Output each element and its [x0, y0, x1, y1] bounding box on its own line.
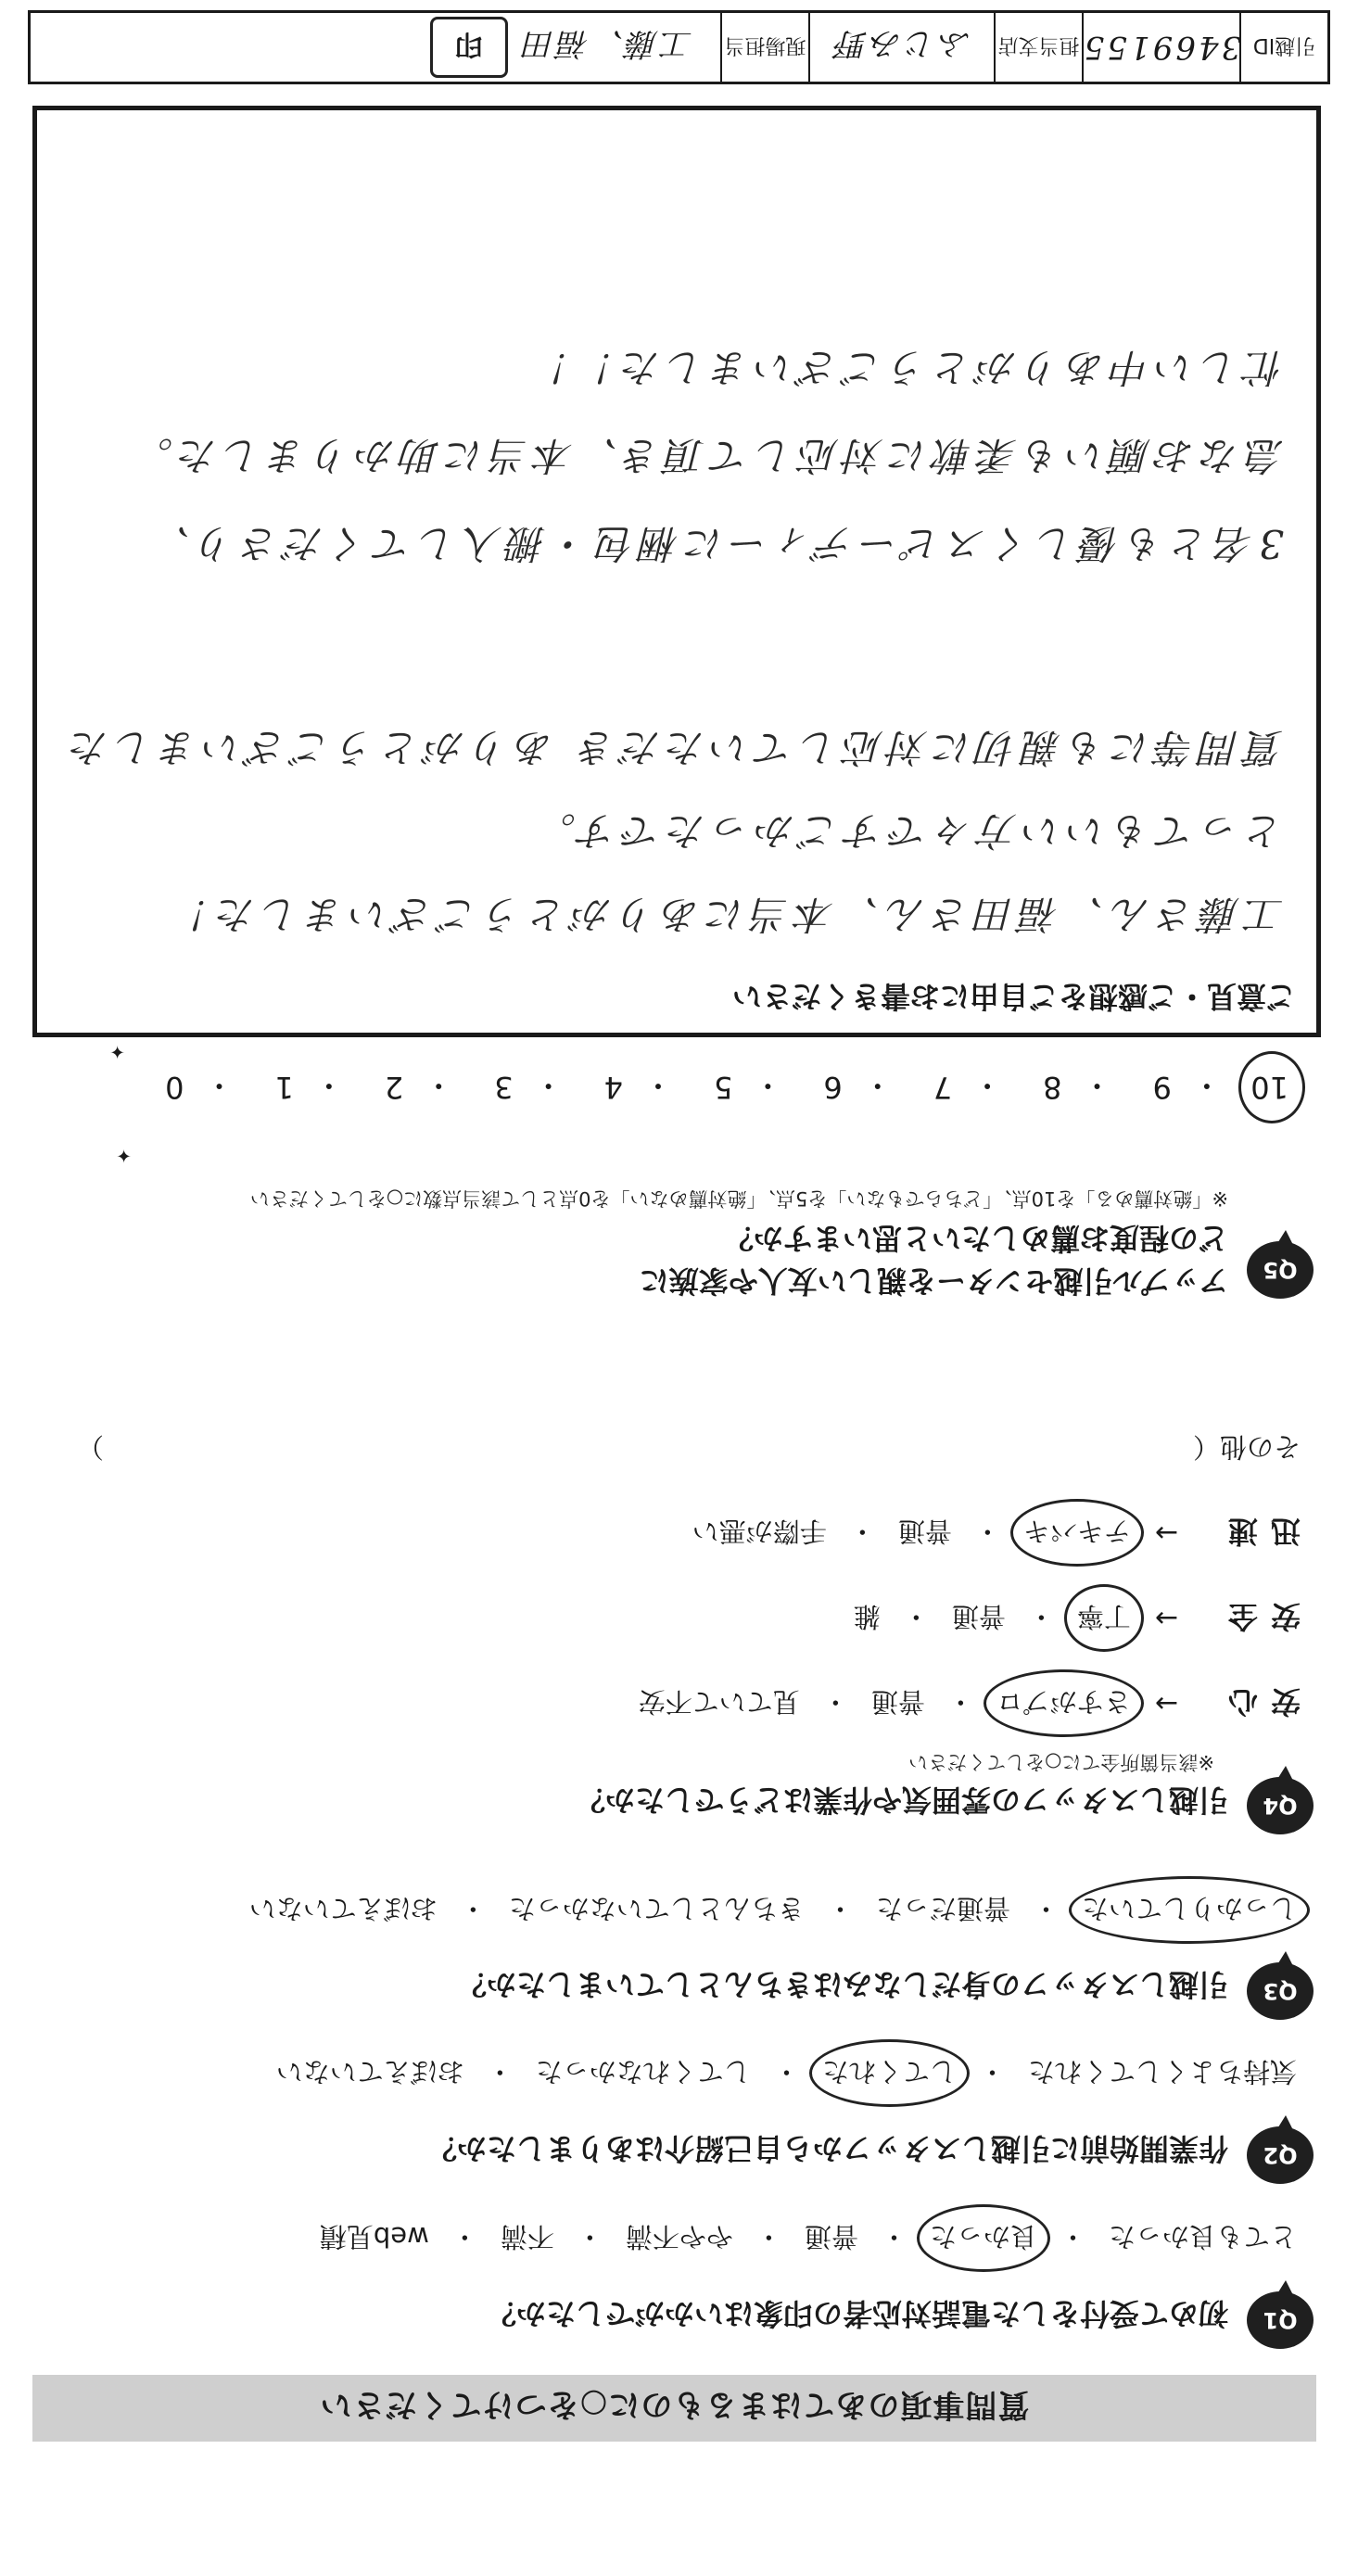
q4-aspect-label: 安心	[1214, 1684, 1301, 1719]
comment-line: 質問等にも親切に対応していただき ありがとうございました	[64, 725, 1284, 770]
q4-row-jinsoku: 迅速 → テキパキ ・ 普通 ・ 手際が悪い	[689, 1512, 1301, 1554]
q3-option-selected[interactable]: しっかりしていた	[1078, 1891, 1301, 1929]
q3-badge: Q3	[1247, 1962, 1314, 2020]
q1-question: 初めて受付をした電話対応者の印象はいかがでしたか？	[486, 2296, 1228, 2331]
q4-option-selected[interactable]: さすがプロ	[993, 1685, 1135, 1723]
q2-badge: Q2	[1247, 2126, 1314, 2184]
q5-score[interactable]: 2	[384, 1070, 404, 1105]
sparkle-icon: ✦	[109, 1041, 125, 1063]
q4-other-row	[77, 1429, 1301, 1467]
move-id-value: 3469155	[1082, 13, 1239, 82]
q1-option[interactable]: 不満	[500, 2221, 554, 2252]
q5-score[interactable]: 8	[1043, 1070, 1062, 1105]
q2-question: 作業開始前に引越しスタッフから自己紹介はありましたか？	[426, 2131, 1228, 2166]
comments-box[interactable]	[32, 106, 1321, 1037]
stamp-mark: 印	[430, 17, 508, 78]
q4-option[interactable]: 普通	[897, 1516, 952, 1548]
q5-score-selected[interactable]: 10	[1250, 1070, 1288, 1105]
q4-note: ※該当箇所全てに○をしてください	[908, 1751, 1214, 1773]
sparkle-icon: ✦	[116, 1145, 132, 1167]
q4-question: 引越しスタッフの雰囲気や作業はどうでしたか？	[575, 1783, 1228, 1818]
q4-option[interactable]: 普通	[870, 1686, 925, 1719]
info-table	[28, 10, 1330, 84]
q3-options: しっかりしていた ・ 普通だった ・ きちんとしていなかった ・ おぼえていない	[246, 1891, 1301, 1929]
q3-option[interactable]: おぼえていない	[248, 1893, 438, 1924]
q5-score[interactable]: 1	[274, 1070, 294, 1105]
q2-option-selected[interactable]: してくれた	[819, 2054, 960, 2092]
q4-row-anzen: 安全 → 丁寧 ・ 普通 ・ 雑	[850, 1597, 1301, 1640]
q2-options: 気持ちよくしてくれた ・ してくれた ・ してくれなかった ・ おぼえていない	[273, 2054, 1301, 2092]
q5-score[interactable]: 0	[165, 1070, 184, 1105]
q2-option[interactable]: 気持ちよくしてくれた	[1027, 2056, 1297, 2087]
branch-value: ふじみ野	[808, 13, 994, 82]
comment-line: 3名とも優しくスピーディーに梱包・搬入してくださり、	[146, 521, 1284, 566]
q1-option[interactable]: やや不満	[625, 2221, 733, 2252]
comment-line: 工藤さん、福田さん、本当にありがとうございました！	[166, 892, 1284, 937]
q4-option[interactable]: 普通	[951, 1601, 1006, 1633]
q1-options: とても良かった ・ 良かった ・ 普通 ・ やや不満 ・ 不満 ・ web見積	[316, 2219, 1301, 2257]
site-staff-cell	[31, 13, 720, 82]
q4-other-close: ）	[77, 1431, 105, 1463]
q4-option-selected[interactable]: テキパキ	[1020, 1515, 1135, 1553]
q1-badge: Q1	[1247, 2291, 1314, 2349]
q5-scale: 10 ・ 9 ・ 8 ・ 7 ・ 6 ・ 5 ・ 4 ・ 3 ・ 2 ・ 1 ・ 0	[158, 1066, 1288, 1109]
move-id-label: 引越ID	[1239, 13, 1327, 82]
q4-option[interactable]: 手際が悪い	[692, 1516, 827, 1548]
q1-option-selected[interactable]: 良かった	[926, 2219, 1041, 2257]
q5-score[interactable]: 3	[494, 1070, 514, 1105]
q5-score[interactable]: 5	[713, 1070, 733, 1105]
q4-aspect-label: 迅速	[1214, 1514, 1301, 1549]
q5-score[interactable]: 4	[603, 1070, 623, 1105]
q5-question-line2: どの程度お薦めしたいと思いますか？	[723, 1221, 1228, 1256]
comment-line: 急なお願いも柔軟に対応して頂き、本当に助かりました。	[128, 433, 1284, 478]
q4-badge: Q4	[1247, 1777, 1314, 1834]
q3-option[interactable]: きちんとしていなかった	[508, 1893, 805, 1924]
questions-header-text: 質問事項のあてはまるものに○をつけてください	[319, 2386, 1030, 2424]
q5-score[interactable]: 7	[933, 1070, 953, 1105]
q4-option[interactable]: 雑	[853, 1601, 881, 1633]
q1-option[interactable]: 普通	[804, 2221, 858, 2252]
q5-score[interactable]: 6	[823, 1070, 843, 1105]
q5-question-line1: アップル引越センターを親しい友人や家族に	[639, 1263, 1228, 1299]
q4-row-anshin: 安心 → さすがプロ ・ 普通 ・ 見ていて不安	[635, 1682, 1301, 1725]
q3-question: 引越しスタッフの身だしなみはきちんとしていましたか？	[456, 1967, 1228, 2002]
site-staff-value: 工藤、福田	[521, 25, 692, 63]
comment-line: 忙しい中ありがとうございました！！	[527, 345, 1284, 390]
q2-option[interactable]: おぼえていない	[275, 2056, 464, 2087]
comment-line: とってもいい方々ですごかったです。	[531, 808, 1284, 854]
comments-title: ご意見・ご感想をご自由にお書きください	[731, 979, 1296, 1014]
q2-option[interactable]: してくれなかった	[535, 2056, 751, 2087]
q3-option[interactable]: 普通だった	[875, 1893, 1010, 1924]
branch-label: 担当支店	[994, 13, 1082, 82]
q1-option[interactable]: とても良かった	[1108, 2221, 1297, 2252]
q5-note: ※「絶対薦める」を10点、「どちらでもない」を5点、「絶対薦めない」を0点として該当点数に○をしてください	[249, 1187, 1228, 1210]
q4-option[interactable]: 見ていて不安	[638, 1686, 800, 1719]
q5-badge: Q5	[1247, 1241, 1314, 1299]
q4-option-selected[interactable]: 丁寧	[1073, 1600, 1135, 1638]
questions-header	[32, 2375, 1316, 2442]
q4-aspect-label: 安全	[1214, 1599, 1301, 1634]
q4-other-label: その他（	[1192, 1431, 1301, 1463]
q5-score[interactable]: 9	[1152, 1070, 1172, 1105]
q1-option[interactable]: web見積	[319, 2221, 429, 2252]
site-staff-label: 現場担当	[720, 13, 808, 82]
